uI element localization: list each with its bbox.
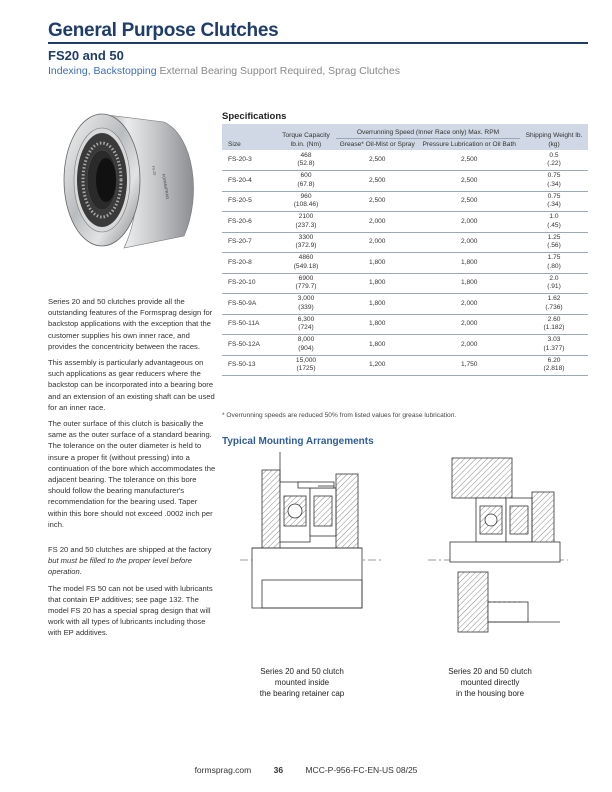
cell-grease-value: 2,500	[368, 155, 386, 163]
cell-torque-value: 468	[300, 151, 312, 159]
cell-torque-metric: (724)	[298, 324, 314, 332]
cell-torque-metric: (372.9)	[295, 242, 317, 250]
cell-size-value: FS-20-8	[228, 258, 252, 266]
cell-weight-metric: (.45)	[547, 221, 561, 229]
cell-torque-value: 15,000	[295, 356, 317, 364]
cell-grease	[336, 150, 418, 171]
cell-weight-value: 1.25	[547, 233, 561, 241]
cell-pressure-value: 1,750	[460, 361, 478, 368]
cell-torque	[276, 294, 336, 315]
cell-torque-value: 2100	[298, 213, 314, 221]
drawing-housing-bore	[428, 458, 568, 632]
specs-heading: Specifications	[222, 111, 287, 122]
cell-grease-value: 1,800	[368, 258, 386, 266]
cell-grease-value: 2,500	[368, 176, 386, 184]
cell-torque-value: 3300	[298, 233, 314, 241]
caption-line: mounted inside	[274, 678, 330, 687]
cell-weight-value: 2.60	[547, 315, 561, 323]
cell-torque-value: 6,300	[297, 315, 315, 323]
cell-pressure	[418, 314, 520, 335]
cell-weight-value: 3.03	[547, 336, 561, 344]
cell-size	[222, 335, 276, 356]
cell-size-value: FS-20-7	[228, 238, 252, 245]
cell-torque-metric: (904)	[298, 344, 314, 352]
cell-weight-metric: (.22)	[547, 160, 561, 167]
table-row	[222, 314, 588, 335]
header-overrun: Overrunning Speed (Inner Race only) Max. RPM	[336, 124, 520, 139]
cell-pressure	[418, 355, 520, 376]
cell-grease	[336, 253, 418, 274]
cell-pressure-value: 1,800	[460, 258, 478, 266]
mounting-heading: Typical Mounting Arrangements	[222, 436, 374, 447]
cell-size	[222, 171, 276, 192]
caption-line: the bearing retainer cap	[259, 689, 345, 698]
cell-torque	[276, 171, 336, 192]
paragraph: Series 20 and 50 clutches provide all the outstanding features of the Formsprag design for backstop applications with the exception that the customer supplies his own inner race, and provides the concentricity between the races.	[48, 297, 213, 351]
paragraph: The outer surface of this clutch is basically the same as the outer surface of a standard bearing. The tolerance on the outer diameter is held to insure a proper fit (without pressing) into a continuation of the bore which accommodates the adjacent bearing. The tolerance on this bore should follow the bearing manufacturer's recommendation for the bearing used. Taper within this bore should not exceed .0002 inch per inch.	[48, 419, 216, 529]
cell-grease	[336, 294, 418, 315]
cell-weight	[520, 335, 588, 356]
cell-grease	[336, 212, 418, 233]
cell-weight-value: 0.75	[547, 192, 561, 200]
specs-table-body	[222, 150, 588, 376]
cell-torque	[276, 314, 336, 335]
table-row	[222, 171, 588, 192]
cell-pressure-value: 2,000	[460, 340, 478, 348]
cell-torque	[276, 273, 336, 294]
cell-weight	[520, 171, 588, 192]
table-row	[222, 191, 588, 212]
cell-grease	[336, 232, 418, 253]
specs-table	[222, 124, 588, 376]
cell-grease	[336, 314, 418, 335]
cell-weight	[520, 294, 588, 315]
cell-pressure-value: 1,800	[460, 279, 478, 286]
title-rule	[48, 42, 588, 44]
cell-size-value: FS-20-4	[228, 176, 252, 184]
cell-size	[222, 150, 276, 171]
cell-size-value: FS-50-12A	[228, 340, 260, 348]
cell-torque-value: 4860	[298, 254, 314, 262]
caption-line: Series 20 and 50 clutch	[448, 667, 532, 676]
cell-weight	[520, 212, 588, 233]
cell-pressure	[418, 150, 520, 171]
cell-torque-metric: (1725)	[296, 365, 316, 373]
table-row	[222, 273, 588, 294]
cell-pressure-value: 2,000	[460, 320, 478, 327]
cell-weight-value: 6.20	[547, 356, 561, 364]
cell-grease-value: 2,500	[368, 197, 386, 204]
cell-pressure-value: 2,500	[460, 176, 478, 184]
cell-size	[222, 212, 276, 233]
cell-pressure-value: 2,500	[460, 197, 478, 204]
cell-size-value: FS-50-9A	[228, 299, 257, 307]
cell-grease-value: 1,800	[368, 279, 386, 286]
cell-size	[222, 294, 276, 315]
footer-url[interactable]: formsprag.com	[194, 765, 252, 775]
cell-size-value: FS-50-11A	[228, 320, 260, 327]
cell-weight-value: 0.5	[549, 151, 559, 159]
cell-weight-metric: (.91)	[547, 283, 561, 291]
page-footer	[0, 765, 612, 775]
cell-torque-value: 3,000	[297, 295, 315, 303]
caption-line: mounted directly	[460, 678, 520, 687]
cell-pressure	[418, 232, 520, 253]
cell-pressure-value: 2,000	[460, 299, 478, 307]
cell-grease-value: 2,000	[368, 217, 386, 225]
cell-torque	[276, 150, 336, 171]
caption-housing-bore	[410, 666, 570, 699]
cell-pressure	[418, 294, 520, 315]
cell-weight	[520, 355, 588, 376]
cell-torque	[276, 335, 336, 356]
table-row	[222, 212, 588, 233]
cell-grease	[336, 335, 418, 356]
cell-weight-value: 2.0	[549, 274, 559, 282]
cell-grease-value: 1,800	[368, 340, 386, 348]
cell-weight-metric: (.736)	[545, 303, 563, 311]
mounting-drawings	[222, 452, 588, 652]
cell-pressure	[418, 212, 520, 233]
cell-weight-metric: (.56)	[547, 242, 561, 250]
header-weight: Shipping Weight lb. (kg)	[520, 124, 588, 150]
cell-torque-metric: (549.18)	[293, 262, 319, 270]
cell-grease	[336, 171, 418, 192]
cell-weight-metric: (2.818)	[543, 365, 565, 373]
paragraph: The model FS 50 can not be used with lubricants that contain EP additives; see page 132. The model FS 20 has a special sprag design that will work with all types of lubricants including those with EP additives.	[48, 583, 213, 638]
cell-size-value: FS-20-3	[228, 155, 252, 163]
svg-text:FORMSPRAG: FORMSPRAG	[161, 173, 171, 200]
cell-size	[222, 273, 276, 294]
specs-footnote: * Overrunning speeds are reduced 50% from listed values for grease lubrication.	[222, 412, 457, 419]
header-size: Size	[222, 124, 276, 150]
cell-size	[222, 232, 276, 253]
cell-weight-value: 1.0	[549, 213, 559, 221]
cell-torque	[276, 212, 336, 233]
cell-torque	[276, 355, 336, 376]
svg-text:FS-20: FS-20	[151, 165, 157, 176]
table-row	[222, 294, 588, 315]
table-row	[222, 253, 588, 274]
cell-weight	[520, 232, 588, 253]
cell-size	[222, 314, 276, 335]
cell-pressure	[418, 273, 520, 294]
cell-size	[222, 191, 276, 212]
cell-torque-metric: (339)	[298, 303, 314, 311]
cell-torque-value: 8,000	[297, 336, 315, 344]
clutch-product-photo	[44, 96, 212, 262]
header-grease: Grease* Oil-Mist or Spray	[336, 139, 418, 151]
cell-torque-value: 960	[300, 192, 312, 200]
paragraph: This assembly is particularly advantageous on such applications as gear reducers where the backstop can be incorporated into a bearing bore and an extension of an existing shaft can be used for an inner race.	[48, 358, 215, 412]
caption-retainer-cap	[222, 666, 382, 699]
cell-pressure-value: 2,000	[460, 217, 478, 225]
cell-pressure-value: 2,000	[460, 238, 478, 245]
cell-size-value: FS-20-10	[228, 279, 256, 286]
cell-weight-value: 1.75	[547, 254, 561, 262]
cell-torque-value: 6900	[298, 274, 314, 282]
cell-weight	[520, 314, 588, 335]
page-title: General Purpose Clutches	[48, 20, 279, 41]
cell-torque-metric: (237.3)	[295, 221, 317, 229]
cell-size	[222, 253, 276, 274]
cell-weight-value: 1.62	[547, 295, 561, 303]
cell-torque-metric: (52.8)	[297, 160, 315, 167]
cell-weight-metric: (.34)	[547, 180, 561, 188]
table-row	[222, 150, 588, 171]
drawing-retainer-cap	[240, 452, 382, 608]
table-row	[222, 335, 588, 356]
cell-weight-metric: (.80)	[547, 262, 561, 270]
header-pressure: Pressure Lubrication or Oil Bath	[418, 139, 520, 151]
cell-grease-value: 2,000	[368, 238, 386, 245]
tagline-highlight: Indexing, Backstopping	[48, 65, 157, 77]
cell-torque-metric: (108.46)	[293, 201, 319, 209]
cell-size-value: FS-20-6	[228, 217, 252, 225]
cell-grease-value: 1,200	[368, 361, 386, 368]
cell-pressure-value: 2,500	[460, 155, 478, 163]
cell-weight	[520, 253, 588, 274]
cell-pressure	[418, 253, 520, 274]
cell-weight	[520, 273, 588, 294]
section-title: FS20 and 50	[48, 48, 124, 63]
tagline-rest: External Bearing Support Required, Sprag Clutches	[159, 65, 400, 77]
cell-weight	[520, 150, 588, 171]
cell-pressure	[418, 191, 520, 212]
cell-weight-metric: (1.377)	[543, 344, 565, 352]
cell-weight-metric: (1.182)	[543, 324, 565, 332]
cell-size-value: FS-50-13	[228, 361, 256, 368]
description-text	[48, 296, 216, 644]
cell-weight-metric: (.34)	[547, 201, 561, 209]
cell-grease	[336, 191, 418, 212]
cell-torque	[276, 232, 336, 253]
table-row	[222, 232, 588, 253]
cell-grease	[336, 273, 418, 294]
cell-pressure	[418, 171, 520, 192]
page-number: 36	[273, 765, 284, 775]
cell-torque-metric: (779.7)	[295, 283, 317, 291]
header-torque: Torque Capacity lb.in. (Nm)	[276, 124, 336, 150]
doc-number: MCC-P-956-FC-EN-US 08/25	[305, 765, 418, 775]
caption-line: in the housing bore	[455, 689, 525, 698]
paragraph	[48, 544, 216, 578]
cell-pressure	[418, 335, 520, 356]
cell-grease	[336, 355, 418, 376]
caption-line: Series 20 and 50 clutch	[260, 667, 344, 676]
cell-torque-metric: (67.8)	[297, 180, 315, 188]
cell-size-value: FS-20-5	[228, 197, 252, 204]
cell-size	[222, 355, 276, 376]
paragraph-normal: FS 20 and 50 clutches are shipped at the factory	[48, 545, 212, 555]
cell-weight-value: 0.75	[547, 172, 561, 180]
table-row	[222, 355, 588, 376]
cell-torque	[276, 191, 336, 212]
tagline	[48, 65, 400, 77]
cell-torque	[276, 253, 336, 274]
cell-weight	[520, 191, 588, 212]
cell-grease-value: 1,800	[368, 320, 386, 327]
cell-grease-value: 1,800	[368, 299, 386, 307]
cell-torque-value: 600	[300, 172, 312, 180]
paragraph-italic: but must be filled to the proper level before operation.	[48, 556, 192, 577]
